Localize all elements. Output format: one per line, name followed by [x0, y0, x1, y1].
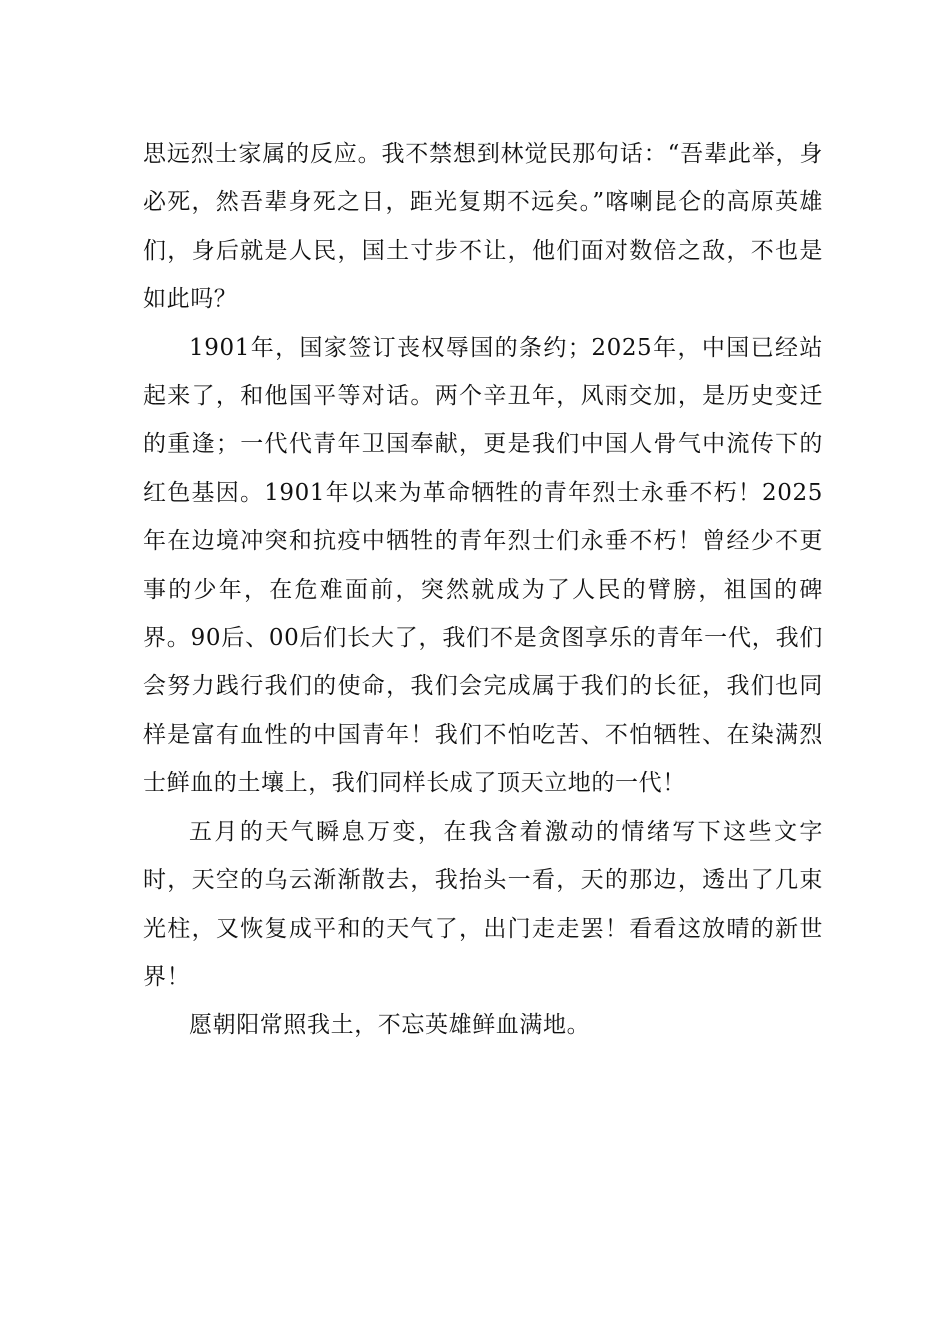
paragraph-closing-wish: 愿朝阳常照我土，不忘英雄鲜血满地。	[189, 1012, 591, 1039]
document-body	[143, 130, 823, 1050]
paragraph-continuation: 思远烈士家属的反应。我不禁想到林觉民那句话：“吾辈此举，身必死，然吾辈身死之日，距光复期不远矣。”喀喇昆仑的高原英雄们，身后就是人民，国土寸步不让，他们面对数倍之敌，不也是如此吗？	[143, 141, 823, 313]
paragraph-may-weather: 五月的天气瞬息万变，在我含着激动的情绪写下这些文字时，天空的乌云渐渐散去，我抬头一看，天的那边，透出了几束光柱，又恢复成平和的天气了，出门走走罢！看看这放晴的新世界！	[143, 818, 823, 990]
paragraph-two-xinchou-years: 1901年，国家签订丧权辱国的条约；2025年，中国已经站起来了，和他国平等对话。两个辛丑年，风雨交加，是历史变迁的重逢；一代代青年卫国奉献，更是我们中国人骨气中流传下的红色基因。1901年以来为革命牺牲的青年烈士永垂不朽！2025年在边境冲突和抗疫中牺牲的青年烈士们永垂不朽！曾经少不更事的少年，在危难面前，突然就成为了人民的臂膀，祖国的碑界。90后、00后们长大了，我们不是贪图享乐的青年一代，我们会努力践行我们的使命，我们会完成属于我们的长征，我们也同样是富有血性的中国青年！我们不怕吃苦、不怕牺牲、在染满烈士鲜血的土壤上，我们同样长成了顶天立地的一代！	[143, 334, 823, 797]
